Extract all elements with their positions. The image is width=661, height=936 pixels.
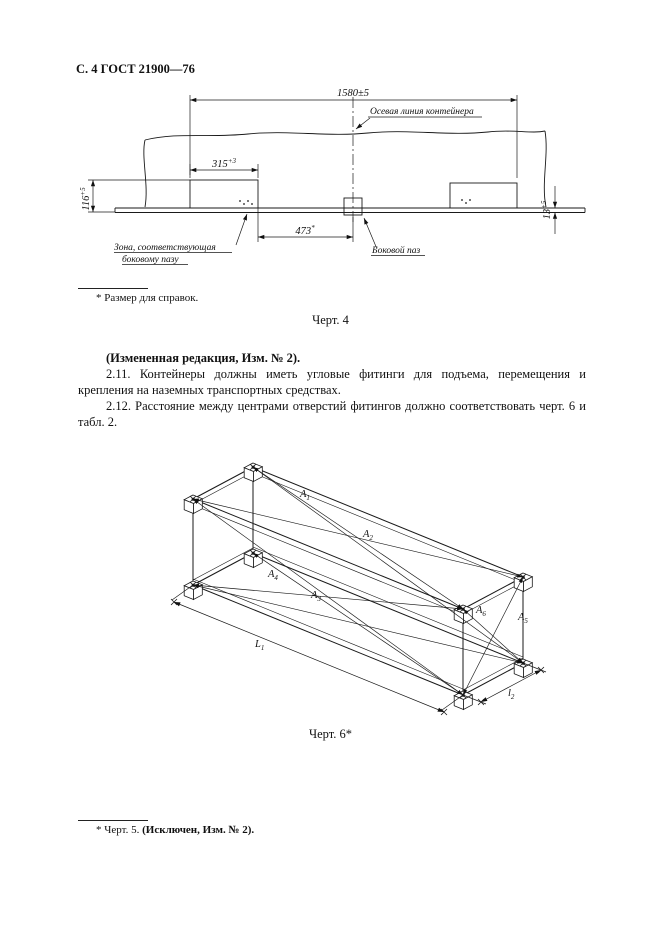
footer-note — [96, 824, 254, 836]
figure-6-drawing — [160, 415, 580, 725]
figure-6-caption: Черт. 6* — [308, 727, 353, 741]
right-zone-rect — [450, 183, 517, 208]
paragraph-2-11: 2.11. Контейнеры должны иметь угловые фитинги для подъема, перемещения и крепления на наземных транспортных средствах. — [78, 367, 586, 397]
label-a1: $А_1$ — [300, 489, 310, 502]
figure-4-drawing — [68, 85, 598, 295]
frame-edges — [193, 467, 523, 695]
label-a2: $А_2$ — [363, 529, 373, 542]
overall-dimensions — [172, 585, 546, 712]
side-slot-label: Боковой паз — [372, 246, 421, 256]
figure-4-footnote: * Размер для справок. — [96, 292, 199, 304]
label-a3: $А_3$ — [311, 590, 321, 603]
zone-marking-dots — [239, 199, 471, 205]
footer-rule — [78, 820, 148, 821]
footnote-rule — [78, 288, 148, 289]
paragraph-2-12: 2.12. Расстояние между центрами отверстий фитингов должно соответствовать черт. 6 и табл. 2. — [78, 399, 586, 429]
left-zone-rect — [190, 180, 258, 208]
axis-label: Осевая линия контейнера — [370, 107, 474, 117]
label-l1: $L_1$ — [255, 639, 265, 652]
amendment-note: (Измененная редакция, Изм. № 2). — [106, 351, 301, 365]
dimension-lines — [88, 95, 555, 265]
frame-rail-lines — [193, 472, 523, 690]
footer-note-text: * Черт. 5. — [96, 824, 143, 836]
figure-4-caption: Черт. 4 — [312, 313, 349, 327]
zone-label-line1: Зона, соответствующая — [114, 243, 216, 253]
dim-rail-height: $13^{+5}$ — [540, 200, 553, 220]
dim-zone-width: $315^{+3}$ — [212, 157, 236, 170]
footer-note-bold: (Исключен, Изм. № 2). — [142, 824, 255, 836]
container-outline — [115, 131, 585, 215]
corner-fittings — [184, 463, 532, 710]
label-l2: $l_2$ — [508, 688, 515, 701]
dim-height: $116^{+5}$ — [79, 187, 92, 211]
dim-total: 1580±5 — [336, 88, 370, 99]
zone-label-line2: боковому пазу — [122, 255, 179, 265]
label-a6: $А_6$ — [476, 605, 486, 618]
label-a5: $А_5$ — [518, 612, 528, 625]
label-a4: $А_4$ — [268, 569, 278, 582]
dim-center-offset: 473* — [295, 224, 315, 237]
page-header: С. 4 ГОСТ 21900—76 — [76, 62, 195, 76]
measurement-diagonals — [193, 467, 523, 695]
